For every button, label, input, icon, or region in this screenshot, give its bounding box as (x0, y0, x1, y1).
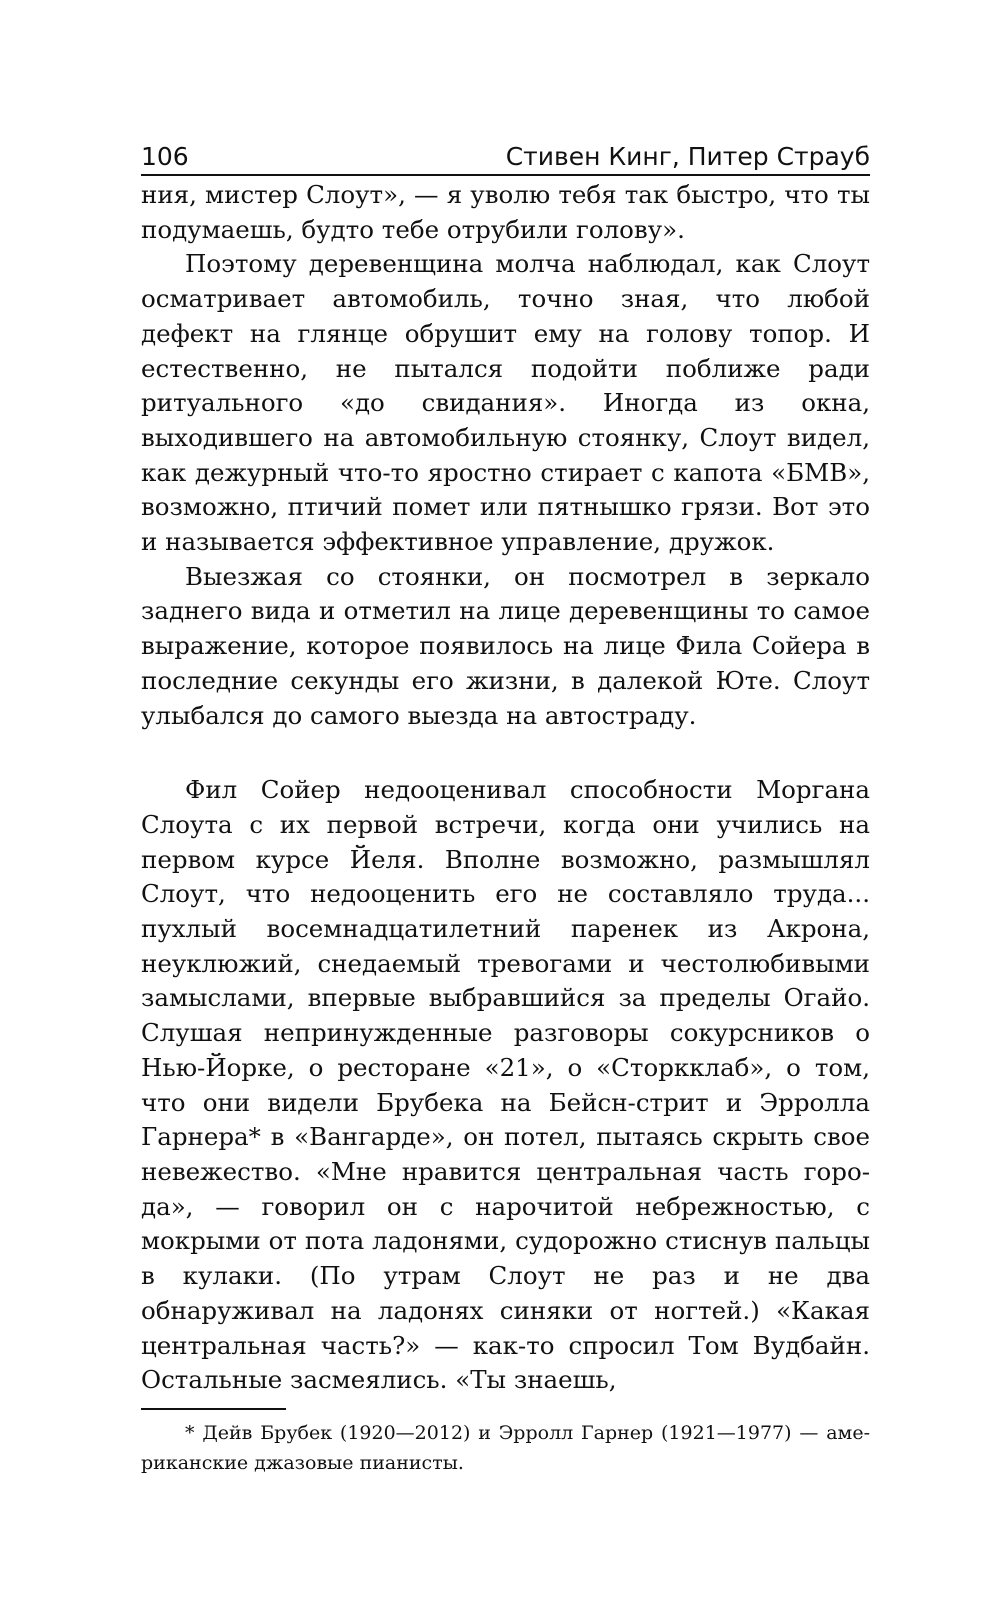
paragraph: Поэтому деревенщина молча наблюдал, как Слоут осматривает автомобиль, точно зная, что любой дефект на глянце обрушит ему на голову топор. И естественно, не пытался подойти поближе ради ритуального «до свидания». Иногда из окна, выходившего на автомобильную стоянку, Слоут видел, как дежурный что-то яростно стирает с капота «БМВ», возможно, птичий помет или пятнышко грязи. Вот это и называется эффективное управление, дружок. (141, 249, 870, 557)
page-number: 106 (141, 142, 189, 171)
paragraph: ния, мистер Слоут», — я уволю тебя так быстро, что ты подумаешь, будто тебе отрубили голову». (141, 180, 870, 244)
book-page (141, 142, 870, 1478)
running-header (141, 142, 870, 176)
running-title: Стивен Кинг, Питер Страуб (505, 142, 870, 171)
footnote: * Дейв Брубек (1920—2012) и Эрролл Гарнер (1921—1977) — американские джазовые пианисты. (141, 1421, 870, 1474)
text-block-1 (141, 178, 870, 733)
text-block-2 (141, 773, 870, 1398)
paragraph: Выезжая со стоянки, он посмотрел в зеркало заднего вида и отметил на лице деревенщины то самое выражение, которое появилось на лице Фила Сойера в последние секунды его жизни, в далекой Юте. Слоут улыбался до самого выезда на автостраду. (141, 561, 870, 730)
footnote-divider (141, 1408, 286, 1410)
paragraph: Фил Сойер недооценивал способности Моргана Слоута с их первой встречи, когда они учились на первом курсе Йеля. Вполне возможно, размышлял Слоут, что недооценить его не составляло труда... пухлый восемнадцатилетний паренек из Акрона, неуклюжий, снедаемый тревогами и честолюбивыми замыслами, впервые выбравшийся за пределы Огайо. Слушая непринужденные разговоры сокурсников о Нью-Йорке, о ресторане «21», о «Сторкклаб», о том, что они видели Брубека на Бейсн-стрит и Эрролла Гарнера* в «Вангарде», он потел, пытаясь скрыть свое невежество. «Мне нравится центральная часть города», — говорил он с нарочитой небрежностью, с мокрыми от пота ладонями, судорожно стиснув пальцы в кулаки. (По утрам Слоут не раз и не два обнаруживал на ладонях синяки от ногтей.) «Какая центральная часть?» — как-то спросил Том Вудбайн. Остальные засмеялись. «Ты знаешь, (141, 775, 870, 1395)
